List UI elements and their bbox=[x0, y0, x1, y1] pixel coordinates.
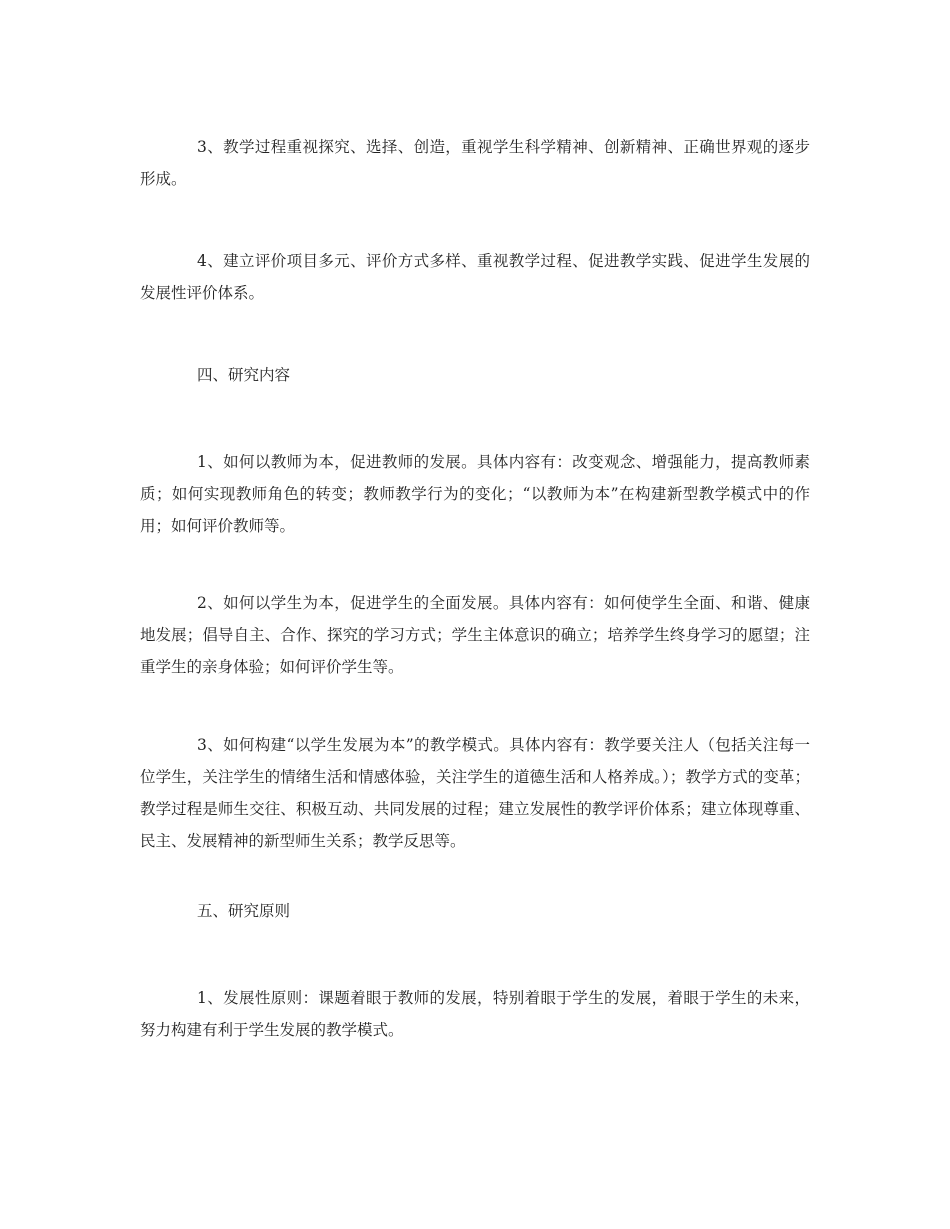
paragraph-development-principle: 1、发展性原则：课题着眼于教师的发展，特别着眼于学生的发展，着眼于学生的未来，努力构建有利于学生发展的教学模式。 bbox=[140, 989, 810, 1039]
paragraph-teaching-process: 3、教学过程重视探究、选择、创造，重视学生科学精神、创新精神、正确世界观的逐步形成。 bbox=[140, 138, 810, 188]
paragraph-student-development: 2、如何以学生为本，促进学生的全面发展。具体内容有：如何使学生全面、和谐、健康地发展；倡导自主、合作、探究的学习方式；学生主体意识的确立；培养学生终身学习的愿望；注重学生的亲身体验；如何评价学生等。 bbox=[140, 594, 810, 676]
paragraph-teacher-development: 1、如何以教师为本，促进教师的发展。具体内容有：改变观念、增强能力，提高教师素质；如何实现教师角色的转变；教师教学行为的变化；“以教师为本”在构建新型教学模式中的作用；如何评价教师等。 bbox=[140, 453, 810, 535]
section-heading-research-principles: 五、研究原则 bbox=[197, 902, 291, 920]
paragraph-teaching-model: 3、如何构建“以学生发展为本”的教学模式。具体内容有：教学要关注人（包括关注每一位学生，关注学生的情绪生活和情感体验，关注学生的道德生活和人格养成。）；教学方式的变革；教学过程是师生交往、积极互动、共同发展的过程；建立发展性的教学评价体系；建立体现尊重、民主、发展精神的新型师生关系；教学反思等。 bbox=[140, 736, 810, 850]
paragraph-evaluation-system: 4、建立评价项目多元、评价方式多样、重视教学过程、促进教学实践、促进学生发展的发展性评价体系。 bbox=[140, 252, 810, 302]
section-heading-research-content: 四、研究内容 bbox=[197, 366, 291, 384]
